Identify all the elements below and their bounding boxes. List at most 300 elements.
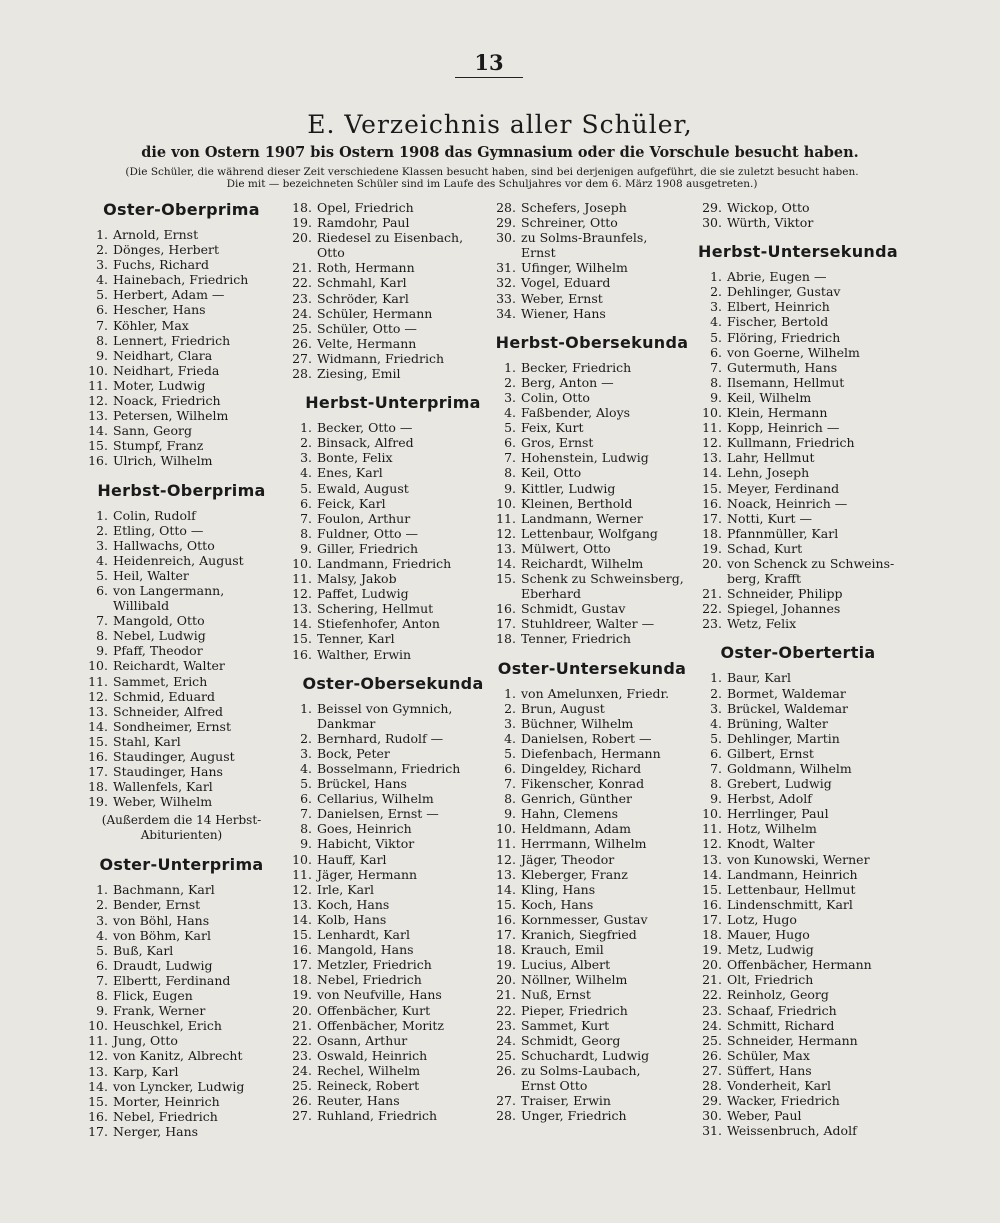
entry-number: 24. <box>292 305 312 321</box>
student-entry <box>84 943 279 958</box>
student-name: Reichardt, Wilhelm <box>521 555 644 571</box>
entry-number: 3. <box>504 715 516 731</box>
student-name: Schneider, Hermann <box>727 1032 858 1048</box>
entry-number: 16. <box>88 1108 108 1124</box>
entry-number: 1. <box>96 507 108 523</box>
column-3 <box>492 200 692 1123</box>
student-entry <box>492 405 692 420</box>
student-entry <box>288 306 498 321</box>
student-name: Jung, Otto <box>113 1033 178 1049</box>
student-entry <box>492 942 692 957</box>
student-entry <box>492 465 692 480</box>
entry-number: 11. <box>88 673 108 689</box>
student-entry <box>288 571 498 586</box>
entry-number: 19. <box>496 957 516 973</box>
student-name: Heil, Walter <box>113 567 189 583</box>
entry-number: 7. <box>300 806 312 822</box>
student-name: Dehlinger, Martin <box>727 730 840 746</box>
student-entry <box>698 701 898 716</box>
continuation-text: berg, Krafft <box>727 571 801 587</box>
student-name: Hohenstein, Ludwig <box>521 450 649 466</box>
student-entry <box>84 1033 279 1048</box>
student-entry <box>698 511 898 526</box>
entry-number: 8. <box>504 465 516 481</box>
entry-number: 9. <box>504 480 516 496</box>
student-name: Fikenscher, Konrad <box>521 776 645 792</box>
student-name: Foulon, Arthur <box>317 510 411 526</box>
student-name: Keil, Wilhelm <box>727 389 812 405</box>
student-entry <box>698 269 898 284</box>
entry-number: 23. <box>496 1017 516 1033</box>
entry-number: 10. <box>88 1018 108 1034</box>
student-name: Weissenbruch, Adolf <box>727 1123 857 1139</box>
entry-number: 29. <box>496 215 516 231</box>
entry-number: 13. <box>496 540 516 556</box>
student-name: Mauer, Hugo <box>727 927 810 943</box>
entry-number: 6. <box>504 761 516 776</box>
page-title: E. Verzeichnis aller Schüler, <box>307 110 693 139</box>
student-entry <box>84 363 279 378</box>
entry-number: 1. <box>710 269 722 285</box>
student-name: Brun, August <box>521 700 605 716</box>
student-entry <box>288 761 498 776</box>
student-entry <box>288 586 498 601</box>
student-entry <box>698 284 898 299</box>
entry-number: 22. <box>292 275 312 291</box>
entry-number: 21. <box>292 1017 312 1033</box>
entry-number: 17. <box>496 927 516 943</box>
student-entry <box>698 330 898 345</box>
student-name: Gilbert, Ernst <box>727 745 814 761</box>
student-name: Schmid, Eduard <box>113 688 216 704</box>
entry-number: 12. <box>702 836 722 852</box>
student-name: Offenbächer, Kurt <box>317 1002 431 1018</box>
entry-number: 3. <box>710 299 722 315</box>
student-entry <box>84 257 279 272</box>
entry-number: 9. <box>96 1003 108 1019</box>
entry-number: 32. <box>496 275 516 291</box>
student-entry <box>288 987 498 1002</box>
student-entry <box>288 215 498 230</box>
entry-number: 15. <box>292 927 312 943</box>
student-name: zu Solms-Laubach, <box>521 1062 641 1078</box>
student-entry <box>288 746 498 761</box>
entry-number: 14. <box>496 555 516 571</box>
continuation-text: Dankmar <box>317 715 376 731</box>
student-entry <box>698 314 898 329</box>
student-name: Mülwert, Otto <box>521 540 611 556</box>
entry-number: 5. <box>504 745 516 761</box>
student-entry <box>698 791 898 806</box>
student-entry <box>288 556 498 571</box>
student-entry <box>492 776 692 791</box>
student-entry <box>698 496 898 511</box>
student-name: Nerger, Hans <box>113 1123 199 1139</box>
student-entry <box>288 541 498 556</box>
student-name: Lettenbaur, Wolfgang <box>521 525 658 541</box>
student-entry <box>698 200 898 215</box>
continuation-text: Eberhard <box>521 586 581 602</box>
student-name: Vonderheit, Karl <box>727 1077 832 1093</box>
entry-number: 11. <box>292 866 312 882</box>
student-name: Ulrich, Wilhelm <box>113 453 213 469</box>
entry-number: 3. <box>504 389 516 405</box>
entry-number: 10. <box>496 821 516 837</box>
student-entry <box>698 806 898 821</box>
student-name: Fuldner, Otto — <box>317 525 419 541</box>
student-entry <box>288 435 498 450</box>
student-entry <box>288 1093 498 1108</box>
student-entry <box>84 423 279 438</box>
entry-number: 13. <box>702 851 722 867</box>
student-entry <box>698 776 898 791</box>
student-name: Opel, Friedrich <box>317 200 414 215</box>
entry-number: 26. <box>292 1093 312 1109</box>
entry-number: 16. <box>88 453 108 469</box>
student-name: Olt, Friedrich <box>727 972 814 988</box>
entry-number: 25. <box>496 1047 516 1063</box>
student-name: Pieper, Friedrich <box>521 1002 628 1018</box>
student-entry <box>288 366 498 381</box>
entry-number: 29. <box>702 200 722 215</box>
student-name: Reinholz, Georg <box>727 987 829 1003</box>
student-entry <box>84 749 279 764</box>
student-name: Gutermuth, Hans <box>727 359 838 375</box>
student-name: Dingeldey, Richard <box>521 761 642 776</box>
student-name: Weber, Paul <box>727 1108 802 1124</box>
student-name: Kullmann, Friedrich <box>727 435 855 451</box>
entry-number: 6. <box>96 957 108 973</box>
entry-number: 12. <box>702 435 722 451</box>
entry-number: 10. <box>496 495 516 511</box>
entry-number: 26. <box>702 1047 722 1063</box>
student-entry <box>288 275 498 290</box>
student-name: Velte, Hermann <box>317 335 417 351</box>
entry-number: 4. <box>300 761 312 776</box>
student-name: Faßbender, Aloys <box>521 405 631 421</box>
student-name: Metzler, Friedrich <box>317 957 432 973</box>
entry-number: 3. <box>300 450 312 466</box>
student-name: Süffert, Hans <box>727 1062 812 1078</box>
student-entry <box>288 852 498 867</box>
student-name: Landmann, Friedrich <box>317 555 452 571</box>
entry-number: 5. <box>96 287 108 303</box>
student-entry <box>492 511 692 526</box>
student-name: Lettenbaur, Hellmut <box>727 881 856 897</box>
entry-number: 27. <box>496 1093 516 1109</box>
entry-number: 4. <box>504 730 516 746</box>
student-name: Becker, Otto — <box>317 420 413 436</box>
student-name: von Kunowski, Werner <box>727 851 870 867</box>
student-entry <box>698 686 898 701</box>
column-1 <box>84 200 279 1139</box>
entry-number: 12. <box>88 1048 108 1064</box>
entry-number: 23. <box>702 1002 722 1018</box>
student-entry <box>84 897 279 912</box>
student-entry <box>698 345 898 360</box>
student-entry <box>288 481 498 496</box>
student-entry <box>698 435 898 450</box>
student-entry <box>84 958 279 973</box>
student-name-continuation <box>288 716 498 731</box>
student-entry <box>698 1018 898 1033</box>
entry-number: 22. <box>702 987 722 1003</box>
entry-number: 18. <box>702 927 722 943</box>
student-entry <box>84 913 279 928</box>
entry-number: 13. <box>88 703 108 719</box>
student-name-continuation <box>698 571 898 586</box>
student-name: Offenbächer, Moritz <box>317 1017 444 1033</box>
entry-number: 2. <box>300 730 312 746</box>
student-entry <box>492 761 692 776</box>
student-entry <box>492 731 692 746</box>
student-entry <box>492 200 692 215</box>
entry-number: 7. <box>710 761 722 776</box>
entry-number: 19. <box>292 215 312 231</box>
entry-number: 12. <box>88 393 108 409</box>
student-name-continuation <box>492 245 692 260</box>
entry-number: 21. <box>702 586 722 602</box>
entry-number: 21. <box>292 260 312 276</box>
entry-number: 13. <box>292 896 312 912</box>
student-entry <box>492 481 692 496</box>
student-entry <box>492 1108 692 1123</box>
entry-number: 22. <box>292 1032 312 1048</box>
entry-number: 16. <box>702 495 722 511</box>
student-entry <box>698 1093 898 1108</box>
student-name: Becker, Friedrich <box>521 359 632 375</box>
student-entry <box>698 299 898 314</box>
entry-number: 2. <box>96 897 108 913</box>
student-entry <box>84 734 279 749</box>
student-name: Noack, Friedrich <box>113 393 221 409</box>
student-name: Pfannmüller, Karl <box>727 525 839 541</box>
student-name: Reineck, Robert <box>317 1077 420 1093</box>
student-name: Neidhart, Clara <box>113 347 213 363</box>
entry-number: 7. <box>96 972 108 988</box>
student-entry <box>288 972 498 987</box>
student-name: Ilsemann, Hellmut <box>727 374 845 390</box>
student-entry <box>288 647 498 662</box>
student-entry <box>698 746 898 761</box>
entry-number: 4. <box>96 927 108 943</box>
student-entry <box>288 1003 498 1018</box>
entry-number: 6. <box>504 435 516 451</box>
student-entry <box>84 704 279 719</box>
student-entry <box>698 942 898 957</box>
entry-number: 25. <box>292 320 312 336</box>
student-entry <box>492 260 692 275</box>
student-name: Stumpf, Franz <box>113 438 204 454</box>
student-name: Fischer, Bertold <box>727 314 829 330</box>
student-entry <box>698 957 898 972</box>
student-name: Hahn, Clemens <box>521 806 619 822</box>
student-entry <box>84 568 279 583</box>
continuation-text: Willibald <box>113 598 170 614</box>
additional-note: (Außerdem die 14 Herbst-Abiturienten) <box>101 813 262 843</box>
entry-number: 2. <box>96 522 108 538</box>
entry-number: 10. <box>88 658 108 674</box>
entry-number: 16. <box>292 646 312 662</box>
entry-number: 15. <box>88 438 108 454</box>
student-entry <box>492 556 692 571</box>
entry-number: 28. <box>702 1077 722 1093</box>
student-name: Staudinger, August <box>113 749 235 764</box>
entry-number: 14. <box>292 911 312 927</box>
entry-number: 8. <box>504 791 516 807</box>
student-name: Etling, Otto — <box>113 522 204 538</box>
student-name: Genrich, Günther <box>521 791 632 807</box>
student-entry <box>84 1003 279 1018</box>
student-name: Wallenfels, Karl <box>113 779 213 795</box>
student-entry <box>698 360 898 375</box>
student-name: Mangold, Otto <box>113 613 205 629</box>
entry-number: 14. <box>88 1078 108 1094</box>
student-name: Unger, Friedrich <box>521 1108 627 1124</box>
entry-number: 20. <box>702 957 722 973</box>
entry-number: 16. <box>496 601 516 617</box>
student-entry <box>698 897 898 912</box>
student-name: Colin, Rudolf <box>113 507 196 523</box>
student-name: Hallwachs, Otto <box>113 537 215 553</box>
student-entry <box>698 882 898 897</box>
student-name: Schüler, Otto — <box>317 320 417 336</box>
student-entry <box>492 1063 692 1078</box>
entry-number: 5. <box>96 567 108 583</box>
student-name: Beissel von Gymnich, <box>317 700 453 716</box>
entry-number: 9. <box>300 540 312 556</box>
student-entry <box>84 287 279 302</box>
entry-number: 8. <box>710 776 722 792</box>
student-name: Tenner, Friedrich <box>521 631 631 647</box>
entry-number: 21. <box>702 972 722 988</box>
student-name: Krauch, Emil <box>521 942 604 958</box>
entry-number: 13. <box>292 601 312 617</box>
student-entry <box>288 511 498 526</box>
entry-number: 1. <box>300 420 312 436</box>
student-entry <box>492 686 692 701</box>
student-entry <box>84 1048 279 1063</box>
student-entry <box>492 806 692 821</box>
student-name: Stahl, Karl <box>113 733 181 749</box>
student-name: Jäger, Theodor <box>521 851 615 867</box>
entry-number: 4. <box>710 314 722 330</box>
student-name: Kopp, Heinrich — <box>727 420 840 436</box>
continuation-text: Otto <box>317 245 345 261</box>
entry-number: 10. <box>702 405 722 421</box>
student-name: Grebert, Ludwig <box>727 776 832 792</box>
student-entry <box>84 1109 279 1124</box>
student-name: Schmidt, Gustav <box>521 601 626 617</box>
page-subtitle: die von Ostern 1907 bis Ostern 1908 das Gymnasium oder die Vorschule besucht haben. <box>141 144 859 161</box>
student-name: Kittler, Ludwig <box>521 480 616 496</box>
student-entry <box>492 821 692 836</box>
student-name: Keil, Otto <box>521 465 582 481</box>
student-entry <box>84 242 279 257</box>
student-name: Landmann, Werner <box>521 510 643 526</box>
student-entry <box>84 794 279 809</box>
student-name: Ruhland, Friedrich <box>317 1108 438 1124</box>
entry-number: 5. <box>710 329 722 345</box>
student-entry <box>698 836 898 851</box>
student-entry <box>288 942 498 957</box>
student-entry <box>288 336 498 351</box>
entry-number: 15. <box>702 480 722 496</box>
entry-number: 21. <box>496 987 516 1003</box>
entry-number: 17. <box>702 911 722 927</box>
student-name: Schmitt, Richard <box>727 1017 835 1033</box>
student-name: Petersen, Wilhelm <box>113 408 229 424</box>
entry-number: 23. <box>292 290 312 306</box>
student-entry <box>84 302 279 317</box>
entry-number: 12. <box>292 881 312 897</box>
entry-number: 16. <box>496 911 516 927</box>
student-name: Colin, Otto <box>521 389 590 405</box>
entry-number: 4. <box>96 272 108 288</box>
student-entry <box>84 764 279 779</box>
student-name: Lindenschmitt, Karl <box>727 896 853 912</box>
student-name: Lucius, Albert <box>521 957 611 973</box>
student-entry <box>492 791 692 806</box>
student-entry <box>84 538 279 553</box>
student-name: Koch, Hans <box>521 896 594 912</box>
student-name: Lahr, Hellmut <box>727 450 815 466</box>
entry-number: 15. <box>292 631 312 647</box>
student-entry <box>698 556 898 571</box>
class-heading: Oster-Oberprima <box>103 200 260 219</box>
entry-number: 15. <box>702 881 722 897</box>
entry-number: 10. <box>702 806 722 822</box>
entry-number: 9. <box>96 347 108 363</box>
student-entry <box>492 601 692 616</box>
student-name: Heuschkel, Erich <box>113 1018 222 1034</box>
student-name: Schaaf, Friedrich <box>727 1002 837 1018</box>
student-entry <box>698 1108 898 1123</box>
student-entry <box>698 1078 898 1093</box>
student-entry <box>288 806 498 821</box>
student-entry <box>84 553 279 568</box>
student-name: von Amelunxen, Friedr. <box>521 685 670 701</box>
student-name: Kleinen, Berthold <box>521 495 633 511</box>
entry-number: 12. <box>88 688 108 704</box>
student-name: Moter, Ludwig <box>113 377 206 393</box>
student-entry <box>492 836 692 851</box>
student-name: Danielsen, Robert — <box>521 730 652 746</box>
student-entry <box>492 616 692 631</box>
entry-number: 7. <box>300 510 312 526</box>
entry-number: 28. <box>292 366 312 382</box>
student-name: Stuhldreer, Walter — <box>521 616 655 632</box>
student-entry <box>288 1063 498 1078</box>
student-entry <box>84 333 279 348</box>
student-name: Buß, Karl <box>113 942 174 958</box>
entry-number: 9. <box>710 389 722 405</box>
student-name: Paffet, Ludwig <box>317 586 409 602</box>
student-name: von Böhm, Karl <box>113 927 211 943</box>
explanatory-note <box>112 166 872 190</box>
entry-number: 18. <box>496 631 516 647</box>
student-entry <box>698 601 898 616</box>
student-entry <box>84 348 279 363</box>
entry-number: 2. <box>710 685 722 701</box>
student-name: Malsy, Jakob <box>317 571 397 587</box>
student-name: Offenbächer, Hermann <box>727 957 872 973</box>
student-entry <box>84 508 279 523</box>
student-name: Schneider, Philipp <box>727 586 843 602</box>
student-name: Giller, Friedrich <box>317 540 418 556</box>
entry-number: 1. <box>710 670 722 686</box>
student-name: Bock, Peter <box>317 745 390 761</box>
